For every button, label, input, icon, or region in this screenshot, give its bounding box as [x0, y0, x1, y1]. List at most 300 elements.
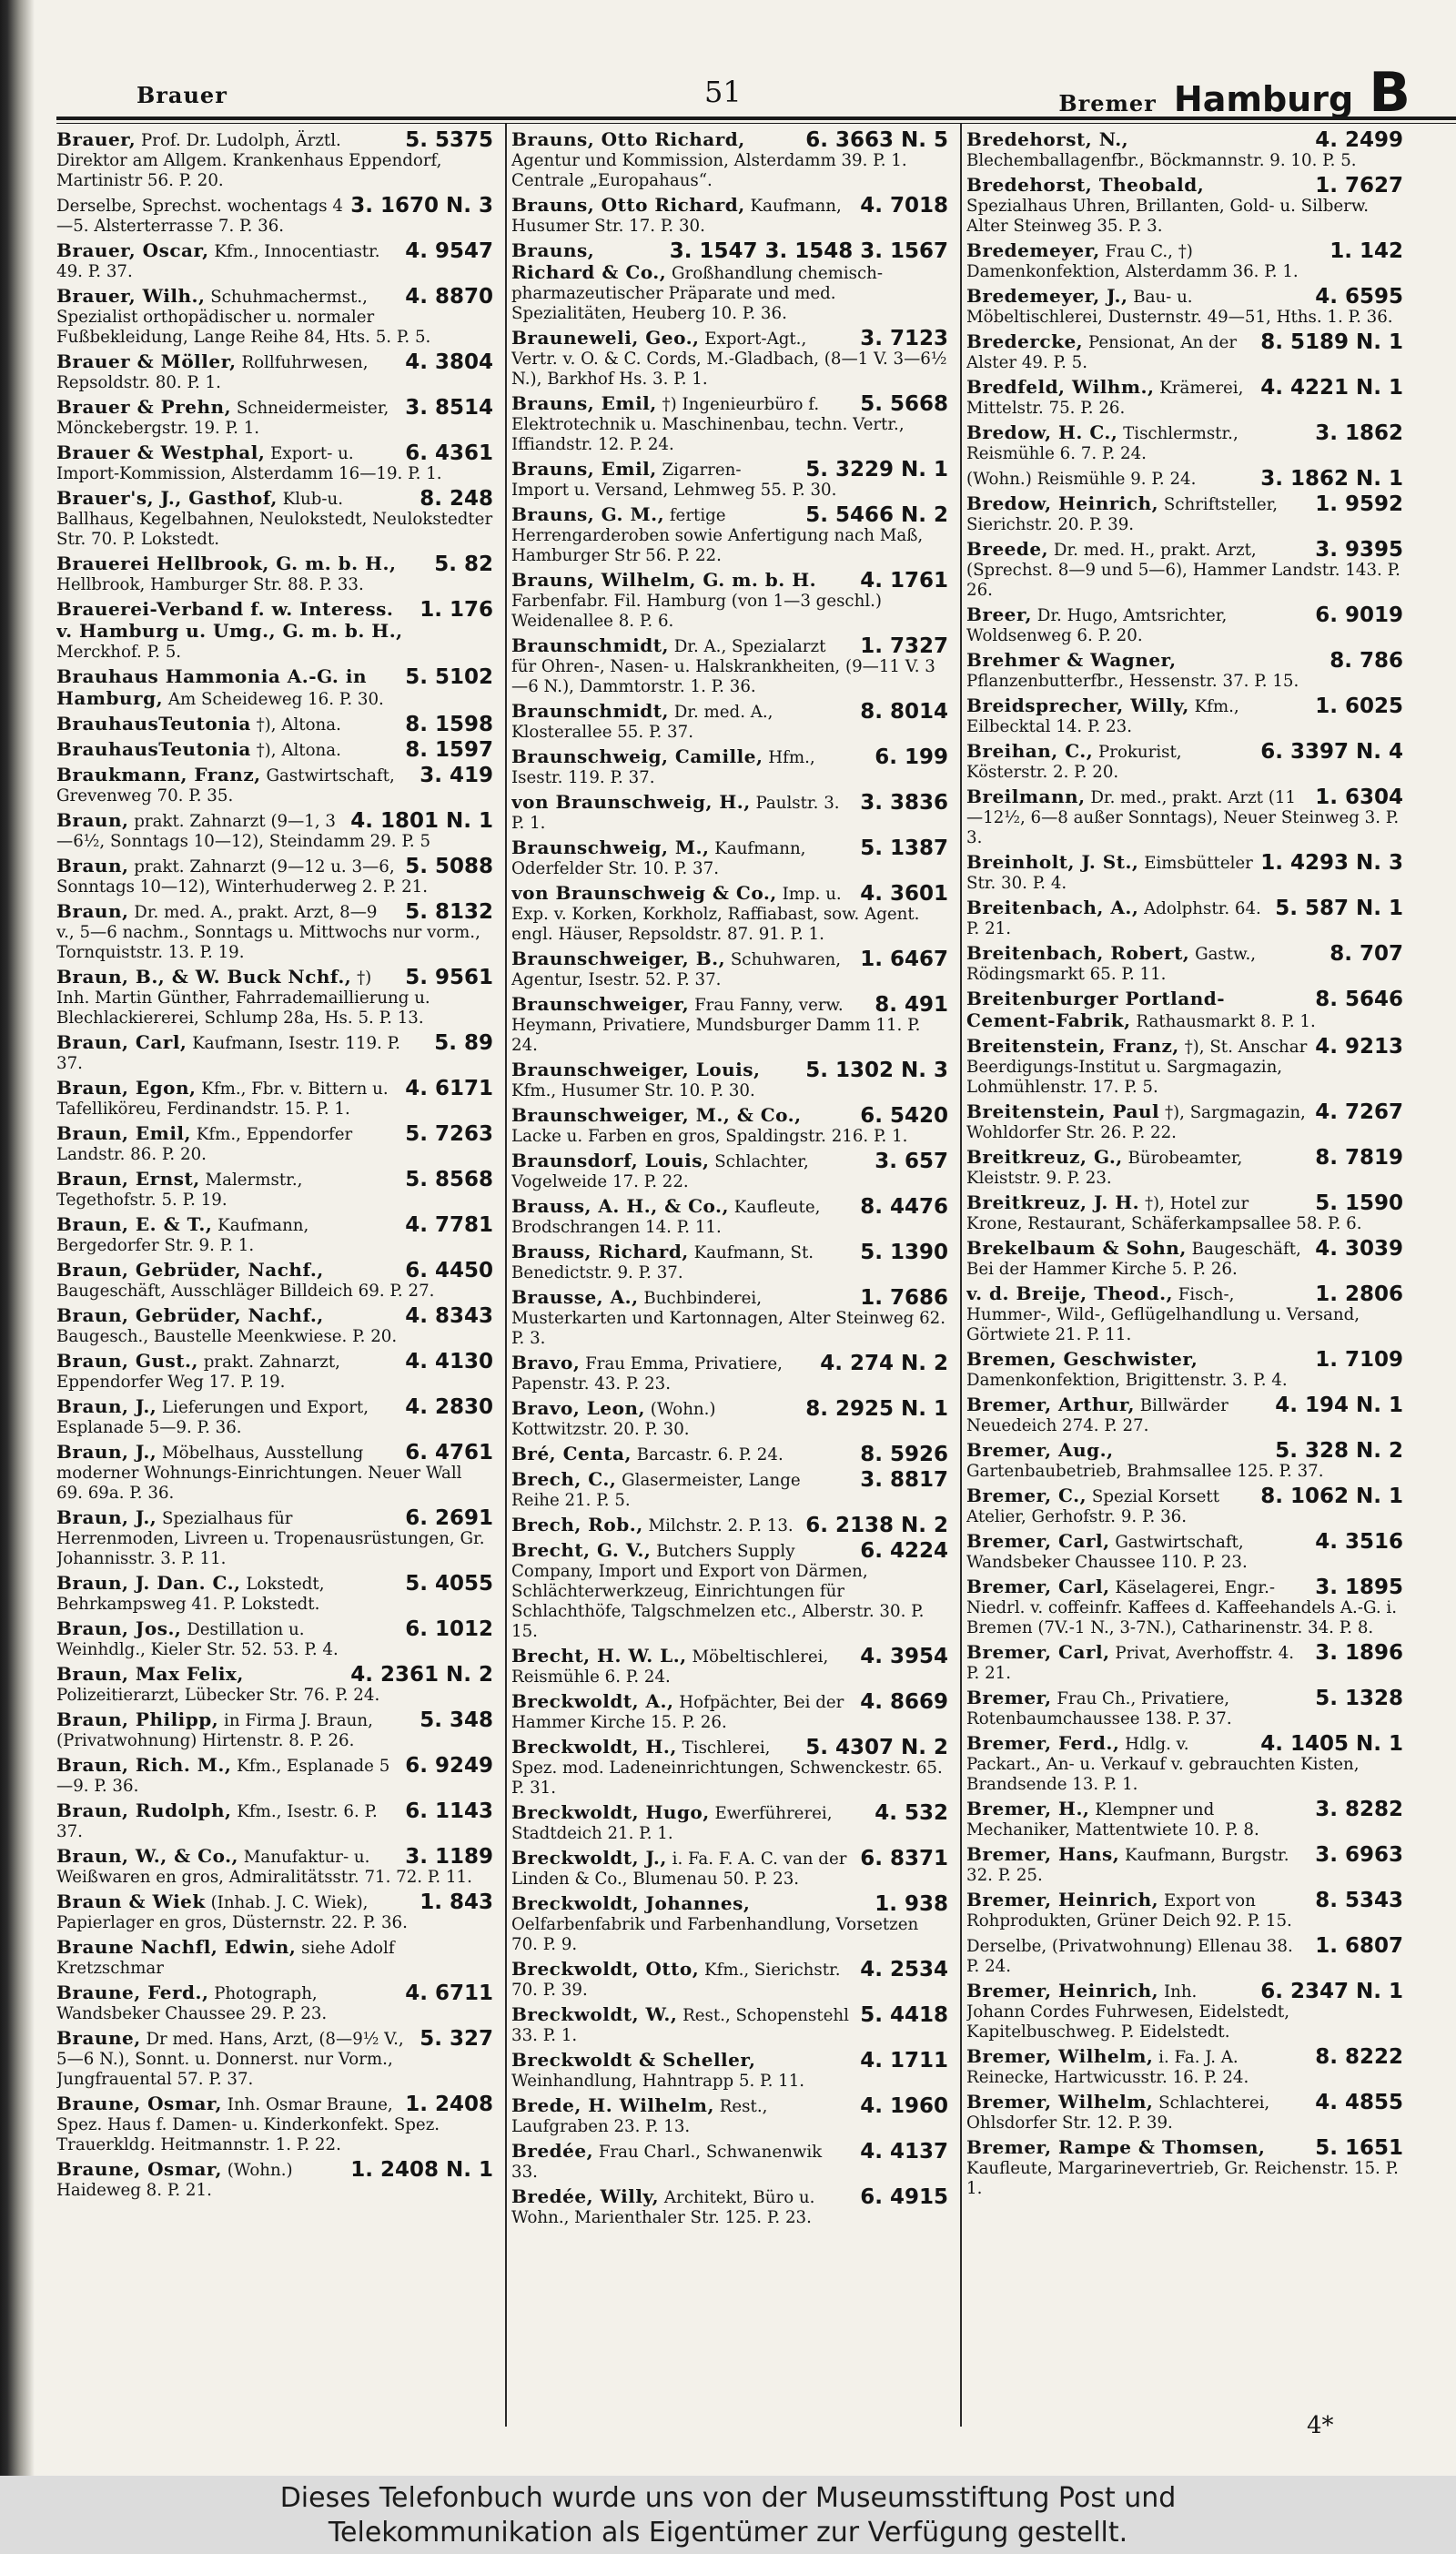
entry-name: Brech, C., [511, 1468, 617, 1490]
entry-name: Braun, B., & W. Buck Nchf., [56, 966, 352, 988]
entry-name: Braun, [56, 809, 129, 831]
entry-name: Brauer, Oscar, [56, 239, 209, 261]
entry-name: Brauer, [56, 129, 136, 150]
entry-name: Breckwoldt, J., [511, 1847, 667, 1869]
phone-number: 5. 8132 [405, 900, 493, 924]
directory-entry [966, 852, 1403, 894]
directory-entry [511, 1959, 948, 2001]
directory-entry [56, 1709, 493, 1751]
phone-number: 3. 9395 [1315, 538, 1403, 562]
directory-entry [56, 810, 493, 852]
column-divider [505, 124, 507, 2427]
entry-details: Kaufmann, Oderfelder Str. 10. P. 37. [511, 839, 806, 878]
directory-entry [511, 1353, 948, 1394]
phone-number: 1. 938 [875, 1892, 948, 1916]
directory-entry [56, 1937, 493, 1979]
entry-name: Bremer, [966, 1687, 1052, 1708]
phone-number: 5. 348 [420, 1708, 493, 1732]
page-number: 51 [704, 75, 742, 109]
directory-entry [511, 240, 948, 324]
phone-number: 4. 2830 [405, 1395, 493, 1419]
entry-name: Bravo, [511, 1352, 581, 1373]
entry-details: Malermstr., Tegethofstr. 5. P. 19. [56, 1171, 303, 1210]
entry-details: Hofpächter, Bei der Hammer Kirche 15. P. 26. [511, 1693, 844, 1732]
entry-details: Lieferungen und Export, Esplanade 5—9. P. 36. [56, 1398, 369, 1437]
phone-number: 6. 3397 N. 4 [1260, 740, 1403, 764]
phone-number: 5. 328 N. 2 [1275, 1439, 1403, 1463]
entry-details: Dr. Hugo, Amtsrichter, Woldsenweg 6. P. 20. [966, 606, 1228, 645]
entry-details: Prokurist, Kösterstr. 2. P. 20. [966, 743, 1182, 782]
directory-entry [966, 604, 1403, 646]
column-divider [960, 124, 962, 2427]
directory-entry [966, 897, 1403, 939]
phone-number: 6. 3663 N. 5 [805, 129, 948, 152]
phone-number: 4. 3601 [860, 882, 948, 906]
directory-entry [966, 1349, 1403, 1391]
entry-name: Bremer, Carl, [966, 1641, 1110, 1663]
phone-number: 4. 1960 [860, 2094, 948, 2118]
directory-entry [966, 286, 1403, 328]
phone-number: 5. 5375 [405, 129, 493, 152]
entry-details: Derselbe, (Privatwohnung) Ellenau 38. P. 24. [966, 1937, 1293, 1976]
entry-details: Buchbinderei, Musterkarten und Kartonnagen, Alter Steinweg 62. P. 3. [511, 1289, 945, 1348]
entry-details: Eimsbütteler Str. 30. P. 4. [966, 854, 1253, 893]
phone-number: 1. 6467 [860, 948, 948, 971]
directory-entry [511, 504, 948, 566]
phone-number: 5. 82 [434, 552, 493, 576]
entry-name: Bremer, Arthur, [966, 1394, 1135, 1415]
phone-number: 8. 7819 [1315, 1146, 1403, 1170]
entry-name: Braunschweiger, B., [511, 948, 726, 969]
entry-details: Möbelhaus, Ausstellung moderner Wohnungs-Einrichtungen. Neuer Wall 69. 69a. P. 36. [56, 1444, 462, 1503]
phone-number: 3. 419 [420, 764, 493, 787]
entry-details: Kfm., Eilbecktal 14. P. 23. [966, 697, 1239, 736]
phone-number: 1. 7327 [860, 634, 948, 658]
phone-number: 3. 1189 [405, 1845, 493, 1869]
directory-entry [56, 1032, 493, 1074]
phone-number: 6. 1012 [405, 1617, 493, 1641]
entry-details: Weinhandlung, Hahntrapp 5. P. 11. [511, 2072, 805, 2091]
entry-details: †) Inh. Martin Günther, Fahrrademaillierung u. Blechlackiererei, Schlump 28a, Hs. 5. P. 13. [56, 968, 430, 1028]
phone-number: 4. 194 N. 1 [1275, 1394, 1403, 1417]
entry-details: Kfm., Fbr. v. Bittern u. Tafelliköreu, Ferdinandstr. 15. P. 1. [56, 1079, 389, 1119]
entry-name: Brede, H. Wilhelm, [511, 2094, 714, 2116]
entry-name: Bremer, Wilhelm, [966, 2045, 1154, 2067]
phone-number: 3. 8817 [860, 1468, 948, 1492]
phone-number: 6. 4915 [860, 2185, 948, 2209]
directory-entry [966, 422, 1403, 464]
directory-entry [966, 1935, 1403, 1977]
phone-number: 4. 2534 [860, 1958, 948, 1981]
phone-number: 8. 2925 N. 1 [805, 1397, 948, 1421]
entry-name: Brauns, Emil, [511, 458, 657, 480]
entry-name: Brauns, Otto Richard, [511, 129, 745, 150]
entry-details: Schlachter, Vogelweide 17. P. 22. [511, 1152, 809, 1191]
entry-name: Breer, [966, 603, 1032, 625]
entry-name: Brauer & Prehn, [56, 396, 232, 418]
directory-entry [511, 195, 948, 237]
entry-name: Braun, E. & T., [56, 1213, 213, 1235]
entry-details: Manufaktur- u. Weißwaren en gros, Admiralitätsstr. 71. 72. P. 11. [56, 1848, 472, 1887]
entry-name: v. d. Breije, Theod., [966, 1282, 1173, 1304]
directory-entry [56, 488, 493, 550]
entry-details: Frau C., †) Damenkonfektion, Alsterdamm 36. P. 1. [966, 242, 1299, 281]
entry-details: Am Scheideweg 16. P. 30. [167, 690, 384, 709]
entry-details: Kaufmann, St. Benedictstr. 9. P. 37. [511, 1243, 814, 1282]
entry-name: Brauss, A. H., & Co., [511, 1195, 729, 1217]
directory-entry [966, 2137, 1403, 2199]
entry-details: Spezialhaus für Herrenmoden, Livreen u. Tropenausrüstungen, Gr. Johannisstr. 3. P. 11. [56, 1509, 485, 1568]
entry-details: Blechemballagenfbr., Böckmannstr. 9. 10. P. 5. [966, 151, 1357, 170]
directory-entry [966, 741, 1403, 783]
phone-number: 5. 4307 N. 2 [805, 1736, 948, 1759]
directory-entry [56, 856, 493, 897]
phone-number: 8. 707 [1330, 942, 1403, 966]
directory-entry [966, 1642, 1403, 1684]
phone-number: 1. 843 [420, 1890, 493, 1914]
entry-details: Agentur und Kommission, Alsterdamm 39. P. 1. Centrale „Europahaus“. [511, 151, 907, 190]
phone-number: 6. 9019 [1315, 603, 1403, 627]
entry-details: (Inhab. J. C. Wiek), Papierlager en gros, Düsternstr. 22. P. 36. [56, 1893, 408, 1932]
entry-details: Merckhof. P. 5. [56, 643, 182, 662]
directory-entry [56, 351, 493, 393]
entry-details: Käselagerei, Engr.-Niedrl. v. coffeinfr. Kaffees d. Kaffeehandels A.-G. i. Bremen (7V.-1 N., 3-7N.), Catharinenstr. 34. P. 8. [966, 1578, 1398, 1637]
phone-number: 6. 2138 N. 2 [805, 1514, 948, 1537]
entry-name: Braun, Egon, [56, 1077, 197, 1099]
entry-details: Prof. Dr. Ludolph, Ärztl. Direktor am Allgem. Krankenhaus Eppendorf, Martinistr 56. P. 20. [56, 131, 442, 190]
phone-number: 1. 4293 N. 3 [1260, 851, 1403, 875]
phone-number: 4. 1761 [860, 569, 948, 593]
entry-name: Bredow, Heinrich, [966, 492, 1159, 514]
entry-details: Tischlermstr., Reismühle 6. 7. P. 24. [966, 424, 1239, 463]
phone-number: 4. 2499 [1315, 129, 1403, 152]
entry-details: siehe Adolf Kretzschmar [56, 1939, 395, 1978]
entry-name: Breede, [966, 538, 1049, 560]
directory-entry [966, 2046, 1403, 2088]
entry-name: Braune, Osmar, [56, 2093, 222, 2114]
entry-details: Dr. med. A., prakt. Arzt, 8—9 v., 5—6 nachm., Sonntags u. Mittwochs nur vorm., Tornquiststr. 13. P. 19. [56, 903, 480, 962]
entry-name: Braun, J. Dan. C., [56, 1572, 241, 1594]
entry-name: Bredehorst, Theobald, [966, 174, 1205, 196]
entry-name: Brauns, Richard & Co., [511, 239, 667, 283]
entry-details: Billwärder Neuedeich 274. P. 27. [966, 1396, 1228, 1435]
entry-name: Braun, Philipp, [56, 1708, 219, 1730]
phone-number: 1. 2806 [1315, 1282, 1403, 1306]
directory-entry [56, 195, 493, 237]
phone-number: 3. 8282 [1315, 1798, 1403, 1821]
entry-details: Kaufmann, Bergedorfer Str. 9. P. 1. [56, 1216, 309, 1255]
entry-name: Brauss, Richard, [511, 1241, 689, 1262]
entry-details: Hfm., Isestr. 119. P. 37. [511, 748, 815, 787]
entry-name: Braun, Rich. M., [56, 1754, 232, 1776]
entry-name: Brauns, Otto Richard, [511, 194, 745, 216]
entry-name: Braune, Osmar, [56, 2158, 222, 2180]
directory-entry [966, 988, 1403, 1032]
directory-entry [966, 1799, 1403, 1840]
phone-number: 3. 7123 [860, 327, 948, 350]
directory-entry [511, 1398, 948, 1440]
entry-details: (Wohn.) Haideweg 8. P. 21. [56, 2161, 293, 2200]
phone-number: 5. 9561 [405, 966, 493, 989]
entry-name: Braune Nachfl, Edwin, [56, 1936, 297, 1958]
entry-details: prakt. Zahnarzt (9—1, 3—6½, Sonntags 10—12), Steindamm 29. P. 5 [56, 812, 431, 851]
entry-details: Kaufleute, Margarinevertrieb, Gr. Reichenstr. 15. P. 1. [966, 2159, 1399, 2198]
directory-entry [966, 1192, 1403, 1234]
directory-entry [56, 901, 493, 963]
entry-details: Pensionat, An der Alster 49. P. 5. [966, 333, 1238, 372]
entry-name: Bremer, Rampe & Thomsen, [966, 2136, 1266, 2158]
entry-name: von Braunschweig & Co., [511, 882, 777, 904]
header-city: Hamburg [1173, 79, 1354, 119]
entry-name: Brecht, G. V., [511, 1539, 652, 1561]
directory-entry [966, 175, 1403, 237]
phone-number: 5. 89 [434, 1031, 493, 1055]
phone-number: 6. 4450 [405, 1259, 493, 1282]
entry-details: Hellbrook, Hamburger Str. 88. P. 33. [56, 575, 364, 594]
directory-entry [966, 468, 1403, 490]
entry-name: Bremer, Heinrich, [966, 1980, 1159, 2002]
entry-details: Paulstr. 3. P. 1. [511, 794, 840, 833]
entry-details: Milchstr. 2. P. 13. [648, 1516, 794, 1535]
phone-number: 4. 1405 N. 1 [1260, 1732, 1403, 1756]
entry-name: Brausse, A., [511, 1286, 639, 1308]
entry-name: Braunschweig, Camille, [511, 745, 763, 767]
archive-footer [0, 2476, 1456, 2554]
entry-details: Tischlerei, Spez. mod. Ladeneinrichtungen, Schwenckestr. 65. P. 31. [511, 1738, 943, 1798]
book-spine-shadow [0, 0, 35, 2476]
directory-entry [56, 739, 493, 761]
entry-name: Brauerei Hellbrook, G. m. b. H., [56, 552, 397, 574]
phone-number: 4. 6711 [405, 1981, 493, 2005]
entry-details: prakt. Zahnarzt (9—12 u. 3—6, Sonntags 10—12), Winterhuderweg 2. P. 21. [56, 857, 428, 897]
entry-details: Spezialhaus Uhren, Brillanten, Gold- u. Silberw. Alter Steinweg 35. P. 3. [966, 197, 1370, 236]
entry-details: Klempner und Mechaniker, Mattentwiete 10. P. 8. [966, 1800, 1259, 1839]
directory-entry [511, 328, 948, 390]
phone-number: 3. 6963 [1315, 1843, 1403, 1867]
phone-number: 3. 1862 [1315, 421, 1403, 445]
phone-number: 4. 8870 [405, 285, 493, 309]
entry-details: Bau- u. Möbeltischlerei, Dusternstr. 49—51, Hths. 1. P. 36. [966, 288, 1393, 327]
entry-details: Kfm., Innocentiastr. 49. P. 37. [56, 242, 380, 281]
entry-details: Dr. med., prakt. Arzt (11—12½, 6—8 außer Sonntags), Neuer Steinweg 3. P. 3. [966, 788, 1400, 847]
directory-entry [511, 1515, 948, 1536]
directory-entry [966, 2092, 1403, 2133]
phone-number: 5. 4418 [860, 2003, 948, 2027]
phone-number: 1. 176 [420, 598, 493, 622]
entry-details: Schuhmachermst., Spezialist orthopädischer u. normaler Fußbekleidung, Lange Reihe 84, Hts. 5. P. 5. [56, 288, 431, 347]
header-left-keyword: Brauer [136, 82, 228, 108]
entry-name: Braunschweiger, [511, 993, 690, 1015]
entry-name: Bremer, Hans, [966, 1843, 1120, 1865]
directory-entry [56, 442, 493, 484]
entry-name: Braunschmidt, [511, 634, 669, 656]
entry-details: †), Hotel zur Krone, Restaurant, Schäferkampsallee 58. P. 6. [966, 1194, 1362, 1233]
entry-details: Ewerführerei, Stadtdeich 21. P. 1. [511, 1804, 833, 1843]
entry-details: Zigarren-Import u. Versand, Lehmweg 55. P. 30. [511, 461, 837, 500]
directory-entry [56, 765, 493, 806]
directory-entry [966, 1576, 1403, 1638]
phone-number: 3. 1895 [1315, 1576, 1403, 1599]
entry-details: Bürobeamter, Kleiststr. 9. P. 23. [966, 1149, 1243, 1188]
directory-entry [56, 286, 493, 348]
entry-details: Export-Agt., Vertr. v. O. & C. Cords, M.-Gladbach, (8—1 V. 3—6½ N.), Barkhof Hs. 3. P. 1. [511, 329, 947, 389]
phone-number: 4. 3804 [405, 350, 493, 374]
directory-entry [56, 129, 493, 191]
entry-details: Frau Charl., Schwanenwik 33. [511, 2143, 823, 2182]
directory-entry [511, 1287, 948, 1349]
entry-name: Breitenstein, Paul [966, 1100, 1160, 1122]
phone-number: 4. 9213 [1315, 1035, 1403, 1059]
directory-entry [511, 2186, 948, 2228]
phone-number: 8. 1062 N. 1 [1260, 1485, 1403, 1508]
header-rule [56, 117, 1456, 120]
entry-name: Bravo, Leon, [511, 1397, 645, 1419]
entry-name: Breilmann, [966, 785, 1086, 807]
entry-name: Bremer, Ferd., [966, 1732, 1120, 1754]
entry-details: Destillation u. Weinhdlg., Kieler Str. 52. 53. P. 4. [56, 1620, 339, 1659]
directory-entry [966, 1238, 1403, 1280]
phone-number: 3. 1896 [1315, 1641, 1403, 1665]
entry-details: prakt. Zahnarzt, Eppendorfer Weg 17. P. 19. [56, 1353, 340, 1392]
entry-name: Bremer, Wilhelm, [966, 2091, 1154, 2113]
directory-entry [56, 553, 493, 595]
entry-details: Krämerei, Mittelstr. 75. P. 26. [966, 379, 1244, 418]
directory-entry [966, 1101, 1403, 1143]
entry-details: Glasermeister, Lange Reihe 21. P. 5. [511, 1471, 801, 1510]
phone-number: 4. 8343 [405, 1304, 493, 1328]
entry-details: Möbeltischlerei, Reismühle 6. P. 24. [511, 1647, 829, 1687]
phone-number: 8. 491 [875, 993, 948, 1017]
directory-entry [511, 701, 948, 743]
entry-name: Breitenstein, Franz, [966, 1035, 1179, 1057]
phone-number: 6. 9249 [405, 1754, 493, 1778]
entry-name: Brauer & Möller, [56, 350, 237, 372]
entry-details: Kfm., Husumer Str. 10. P. 30. [511, 1081, 755, 1100]
entry-name: Breckwoldt, Otto, [511, 1958, 700, 1980]
phone-number: 5. 1651 [1315, 2136, 1403, 2160]
directory-entry [966, 129, 1403, 171]
entry-name: Bremer, C., [966, 1485, 1087, 1506]
phone-number: 3. 3836 [860, 791, 948, 815]
entry-details: Frau Emma, Privatiere, Papenstr. 43. P. 23. [511, 1354, 783, 1394]
phone-number: 3. 657 [875, 1150, 948, 1173]
phone-number: 4. 7267 [1315, 1100, 1403, 1124]
directory-entry [511, 129, 948, 191]
entry-details: Kfm., Esplanade 5—9. P. 36. [56, 1757, 390, 1796]
phone-number: 4. 274 N. 2 [820, 1352, 948, 1375]
directory-entry [56, 1507, 493, 1569]
directory-entry [56, 1846, 493, 1888]
entry-details: Export- u. Import-Kommission, Alsterdamm 16—19. P. 1. [56, 444, 442, 483]
entry-name: Braun, Rudolph, [56, 1799, 232, 1821]
entry-name: Braun, Jos., [56, 1617, 182, 1639]
phone-number: 6. 4224 [860, 1539, 948, 1563]
directory-entry [511, 459, 948, 501]
entry-details: Großhandlung chemisch-pharmazeutischer Präparate und med. Spezialitäten, Heuberg 10. P. 36. [511, 264, 884, 323]
entry-name: Brehmer & Wagner, [966, 649, 1177, 671]
directory-entry [56, 1305, 493, 1347]
entry-name: BrauhausTeutonia [56, 713, 251, 735]
phone-number: 1. 6304 [1315, 785, 1403, 809]
entry-details: Dr med. Hans, Arzt, (8—9½ V., 5—6 N.), Sonnt. u. Donnerst. nur Vorm., Jungfrauental 57. P. 37. [56, 2030, 404, 2089]
entry-name: Braun & Wiek [56, 1890, 206, 1912]
directory-entry [56, 666, 493, 710]
entry-details: Kaufmann, Burgstr. 32. P. 25. [966, 1846, 1289, 1885]
phone-number: 1. 7686 [860, 1286, 948, 1310]
entry-name: Bredfeld, Wilhm., [966, 376, 1155, 398]
directory-entry [966, 1440, 1403, 1482]
directory-entry [511, 948, 948, 990]
entry-details: Damenkonfektion, Brigittenstr. 3. P. 4. [966, 1371, 1288, 1390]
entry-details: Hdlg. v. Packart., An- u. Verkauf v. gebrauchten Kisten, Brandsende 13. P. 1. [966, 1735, 1360, 1794]
entry-details: †) Ingenieurbüro f. Elektrotechnik u. Maschinenbau, techn. Vertr., Iffiandstr. 12. P. 24. [511, 395, 905, 454]
entry-details: †), Altona. [256, 715, 341, 735]
directory-entry [56, 1573, 493, 1615]
entry-details: Barcastr. 6. P. 24. [636, 1445, 784, 1464]
phone-number: 4. 4221 N. 1 [1260, 376, 1403, 400]
entry-details: Lokstedt, Behrkampsweg 41. P. Lokstedt. [56, 1575, 325, 1614]
phone-number: 6. 8371 [860, 1847, 948, 1870]
entry-name: Braun, Max Felix, [56, 1663, 244, 1685]
entry-name: Braun, Gust., [56, 1350, 198, 1372]
directory-entry [56, 1214, 493, 1256]
page-header [55, 61, 1410, 125]
entry-name: Breckwoldt, W., [511, 2003, 678, 2025]
directory-entry [56, 2159, 493, 2201]
entry-details: Kaufmann, Isestr. 119. P. 37. [56, 1034, 400, 1073]
directory-entry [511, 1059, 948, 1101]
directory-entry [56, 1078, 493, 1120]
entry-name: Bredow, H. C., [966, 421, 1118, 443]
header-right [1058, 61, 1410, 125]
entry-name: Braunschweig, M., [511, 836, 710, 858]
entry-details: Inh. Osmar Braune, Spez. Haus f. Damen- u. Kinderkonfekt. Spez. Trauerkldg. Heitmannstr. 1. P. 22. [56, 2095, 440, 2154]
phone-number: 5. 1387 [860, 836, 948, 860]
phone-number: 4. 3039 [1315, 1237, 1403, 1261]
footer-line-2: Telekommunikation als Eigentümer zur Verfügung gestellt. [328, 2517, 1128, 2549]
phone-number: 8. 8222 [1315, 2045, 1403, 2069]
directory-entry [966, 377, 1403, 419]
entry-name: Brauer, Wilh., [56, 285, 206, 307]
entry-details: Frau Ch., Privatiere, Rotenbaumchaussee 138. P. 37. [966, 1689, 1232, 1728]
directory-entry [966, 695, 1403, 737]
directory-entry [56, 1800, 493, 1842]
phone-number: 4. 8669 [860, 1690, 948, 1714]
entry-name: Breckwoldt, Johannes, [511, 1892, 751, 1914]
phone-number: 5. 5088 [405, 855, 493, 878]
phone-number: 4. 3516 [1315, 1530, 1403, 1554]
directory-entry [56, 1123, 493, 1165]
entry-name: von Braunschweig, H., [511, 791, 751, 813]
entry-details: Gastw., Rödingsmarkt 65. P. 11. [966, 945, 1257, 984]
entry-details: Oelfarbenfabrik und Farbenhandlung, Vorsetzen 70. P. 9. [511, 1915, 919, 1954]
entry-details: Farbenfabr. Fil. Hamburg (von 1—3 geschl.) Weidenallee 8. P. 6. [511, 592, 883, 631]
directory-entry [56, 1169, 493, 1211]
entry-name: Brech, Rob., [511, 1514, 643, 1535]
directory-entry [511, 1150, 948, 1192]
entry-details: Lacke u. Farben en gros, Spaldingstr. 216. P. 1. [511, 1127, 908, 1146]
entry-name: Braunschweiger, Louis, [511, 1059, 761, 1080]
directory-entry [511, 883, 948, 945]
phone-number: 4. 6171 [405, 1077, 493, 1100]
phone-number: 8. 248 [420, 487, 493, 511]
directory-entry [511, 2095, 948, 2137]
phone-number: 3. 1547 3. 1548 3. 1567 [669, 239, 948, 263]
entry-name: Braun, J., [56, 1441, 157, 1463]
phone-number: 4. 2361 N. 2 [350, 1663, 493, 1687]
directory-entry [56, 1396, 493, 1438]
phone-number: 8. 5189 N. 1 [1260, 330, 1403, 354]
